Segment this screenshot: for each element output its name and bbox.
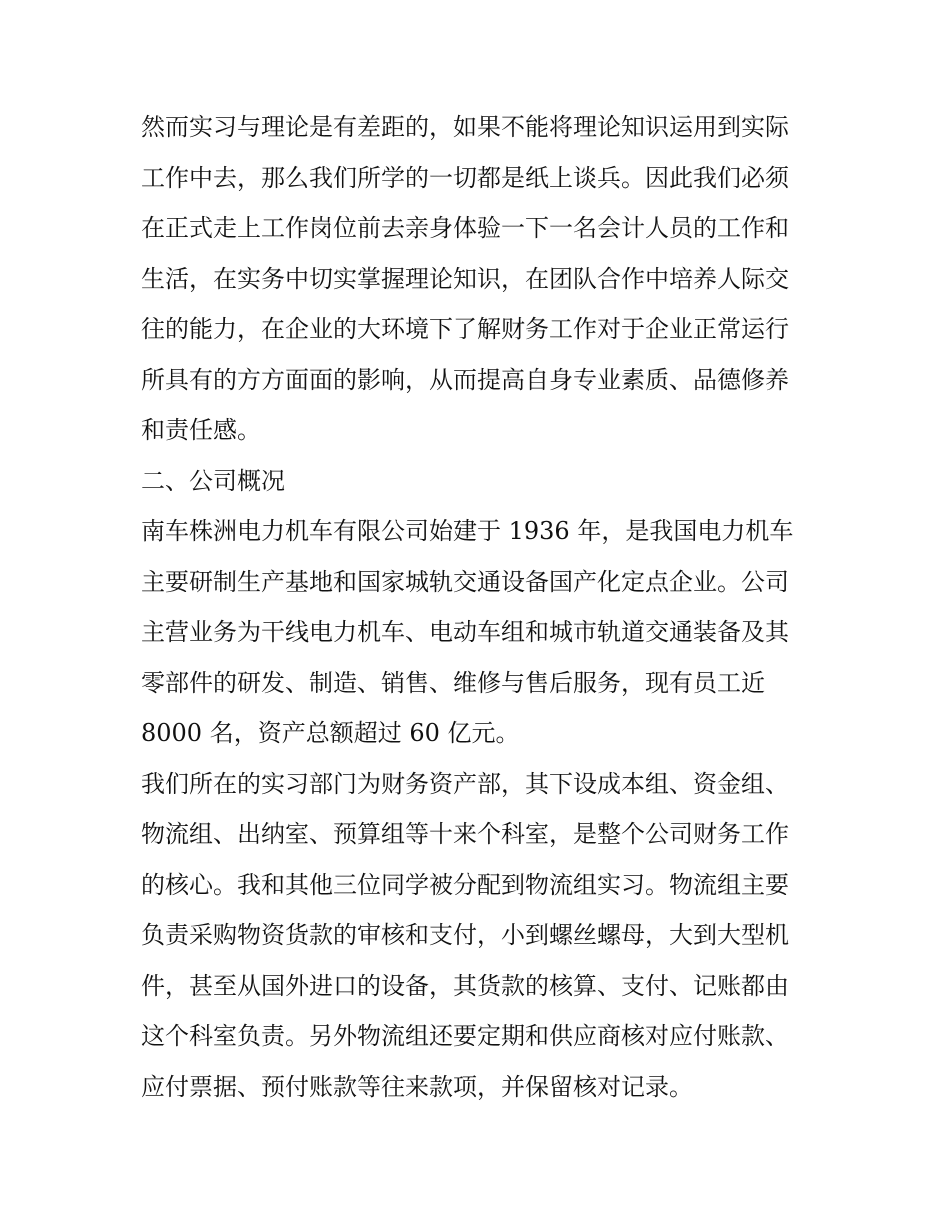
- text-line: 负责采购物资货款的审核和支付，小到螺丝螺母，大到大型机: [141, 921, 789, 949]
- text-line: 然而实习与理论是有差距的，如果不能将理论知识运用到实际: [141, 113, 789, 141]
- text-line: 8000 名，资产总额超过 60 亿元。: [141, 719, 520, 747]
- text-line: 件，甚至从国外进口的设备，其货款的核算、支付、记账都由: [141, 971, 789, 1000]
- text-line: 所具有的方方面面的影响，从而提高自身专业素质、品德修养: [141, 365, 789, 394]
- document-body: [141, 102, 813, 1112]
- text-line: 零部件的研发、制造、销售、维修与售后服务，现有员工近: [141, 668, 765, 697]
- text-line: 工作中去，那么我们所学的一切都是纸上谈兵。因此我们必须: [141, 163, 789, 192]
- text-line: 生活，在实务中切实掌握理论知识，在团队合作中培养人际交: [141, 264, 789, 293]
- text-line: 主要研制生产基地和国家城轨交通设备国产化定点企业。公司: [141, 567, 789, 596]
- text-line: 我们所在的实习部门为财务资产部，其下设成本组、资金组、: [141, 769, 789, 798]
- text-line: 和责任感。: [141, 416, 261, 444]
- section-heading: 二、公司概况: [141, 466, 285, 495]
- text-line: 这个科室负责。另外物流组还要定期和供应商核对应付账款、: [141, 1022, 789, 1050]
- text-line: 物流组、出纳室、预算组等十来个科室，是整个公司财务工作: [141, 820, 789, 848]
- text-line: 在正式走上工作岗位前去亲身体验一下一名会计人员的工作和: [141, 214, 789, 242]
- text-line: 的核心。我和其他三位同学被分配到物流组实习。物流组主要: [141, 870, 789, 899]
- text-line: 往的能力，在企业的大环境下了解财务工作对于企业正常运行: [141, 315, 789, 343]
- text-line: 南车株洲电力机车有限公司始建于 1936 年，是我国电力机车: [141, 517, 794, 545]
- text-line: 主营业务为干线电力机车、电动车组和城市轨道交通装备及其: [141, 618, 789, 646]
- text-line: 应付票据、预付账款等往来款项，并保留核对记录。: [141, 1072, 693, 1101]
